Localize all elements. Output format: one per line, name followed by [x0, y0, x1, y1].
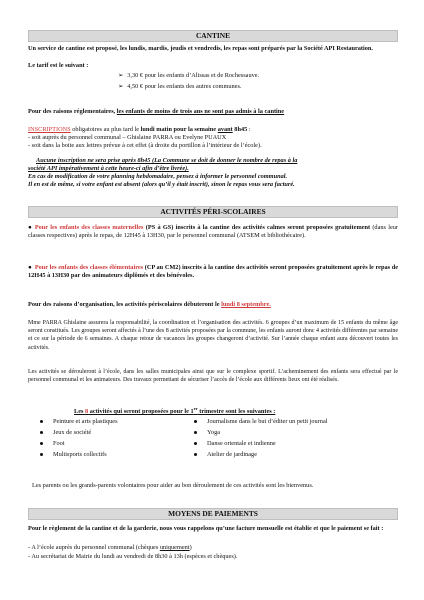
warning-line: Il en est de même, si votre enfant est absent (alors qu’il y était inscrit), sinon le repas vous sera facturé. — [28, 181, 295, 188]
activities-list — [40, 416, 380, 464]
activity-item: Multisports collectifs — [40, 449, 118, 460]
bullet-icon: ● — [28, 264, 32, 271]
bullet-icon — [40, 442, 43, 445]
activity-item: Peinture et arts plastiques — [40, 416, 118, 427]
payment-method: - Au secrétariat de Mairie du lundi au vendredi de 8h30 à 13h (espèces et chèques). — [28, 553, 238, 560]
payment-method: - A l’école auprès du personnel communal (chèques uniquement) — [28, 544, 192, 551]
activity-item: Danse orientale et indienne — [194, 438, 328, 449]
cantine-header: CANTINE — [28, 30, 398, 42]
start-date: lundi 8 septembre. — [221, 301, 271, 308]
periscolaire-header: ACTIVITÉS PÉRI-SCOLAIRES — [28, 206, 398, 218]
elementaire-paragraph: ● Pour les enfants des classes élémentaires (CP au CM2) inscrits à la cantine des activités seront proposées gratuitement après le repas de 12H45 à 13H30 par des animateurs diplômés et des bénévoles. — [28, 264, 398, 280]
activity-item: Jeux de société — [40, 427, 118, 438]
arrow-icon: ➢ — [118, 72, 124, 79]
start-date-line: Pour des raisons d’organisation, les activités périscolaires débuteront le lundi 8 septembre. — [28, 301, 271, 308]
price-item: ➢ 4,50 € pour les enfants des autres communes. — [118, 83, 242, 90]
warning-line: Aucune inscription ne sera prise après 8h45 (La Commune se doit de donner le nombre de repas à la — [36, 157, 298, 164]
activity-item: Journalisme dans le but d’éditer un petit journal — [194, 416, 328, 427]
activity-item: Yoga — [194, 427, 328, 438]
bullet-icon — [194, 431, 197, 434]
bullet-icon — [194, 442, 197, 445]
bullet-icon — [40, 431, 43, 434]
maternelle-paragraph: ● Pour les enfants des classes maternelles (PS à GS) inscrits à la cantine des activités calmes seront proposées gratuitement (dans leur classes respectives) après le repas, de 12H45 à 13H30, par le personnel communal (ATSEM et bibliothécaire). — [28, 224, 399, 240]
organisation-paragraph: Mme PARRA Ghislaine assurera la responsabilité, la coordination et l’organisation des activités. 6 groupes d’un maximum de 15 enfants du même âge seront constitués. Les groupes seront affectés à l’une des 8 activités proposées par la commune, les enfants auront donc 4 activités différentes par semaine et ce sur la période de 6 semaines. A chaque retour de vacances les groupes changeront d’activité. Sur l’année chaque enfant aura découvert toutes les activités. — [28, 320, 398, 351]
bullet-icon — [40, 420, 43, 423]
arrow-icon: ➢ — [118, 83, 124, 90]
transport-paragraph: Les activités se dérouleront à l’école, dans les salles municipales ainsi que sur le complexe sportif. L’acheminement des enfants sera effectué par le personnel communal et les animateurs. Des travaux permettant de sécuriser l’accès de l’école aux différents lieux ont été réalisés. — [28, 369, 398, 384]
bullet-icon — [194, 420, 197, 423]
activity-item: Atelier de jardinage — [194, 449, 328, 460]
activities-title: Les 8 activités qui seront proposées pour le 1er trimestre sont les suivantes : — [74, 406, 276, 416]
paiements-header: MOYENS DE PAIEMENTS — [28, 508, 398, 520]
cantine-intro: Un service de cantine est proposé, les lundis, mardis, jeudis et vendredis, les repas sont préparés par la Société API Restauration. — [28, 45, 373, 52]
bullet-icon: ● — [28, 224, 32, 231]
price-item: ➢ 3,30 € pour les enfants d’Alissas et de Rochessauve. — [118, 72, 260, 79]
inscriptions-line: INSCRIPTIONS obligatoires au plus tard le lundi matin pour la semaine avant 8h45 : — [28, 126, 251, 133]
activities-left — [40, 416, 118, 460]
inscriptions-word: INSCRIPTIONS — [28, 126, 71, 133]
warning-line: société API impérativement à cette heure-ci afin d’être livrée). — [28, 165, 189, 172]
activities-right — [194, 416, 328, 460]
inscription-option: - soit auprès du personnel communal – Ghislaine PARRA ou Evelyne PUAUX — [28, 134, 227, 141]
bullet-icon — [40, 453, 43, 456]
payment-intro: Pour le règlement de la cantine et de la garderie, nous vous rappelons qu’une facture mensuelle est établie et que le paiement se fait : — [28, 525, 384, 532]
inscription-option: - soit dans la boite aux lettres prévue à cet effet (à droite du portillon à l’intérieur de l’école). — [28, 142, 262, 149]
warning-line: En cas de modification de votre planning hebdomadaire, pensez à informer le personnel communal. — [28, 173, 288, 180]
bullet-icon — [194, 453, 197, 456]
age-rule: les enfants de moins de trois ans ne sont pas admis à la cantine — [116, 108, 285, 115]
activity-item: Foot — [40, 438, 118, 449]
tarif-label: Le tarif est le suivant : — [28, 62, 89, 69]
age-rule-line: Pour des raisons réglementaires, les enfants de moins de trois ans ne sont pas admis à la cantine — [28, 108, 285, 115]
volunteer-paragraph: Les parents ou les grands-parents volontaires pour aider au bon déroulement de ces activités sont les bienvenus. — [32, 482, 314, 489]
